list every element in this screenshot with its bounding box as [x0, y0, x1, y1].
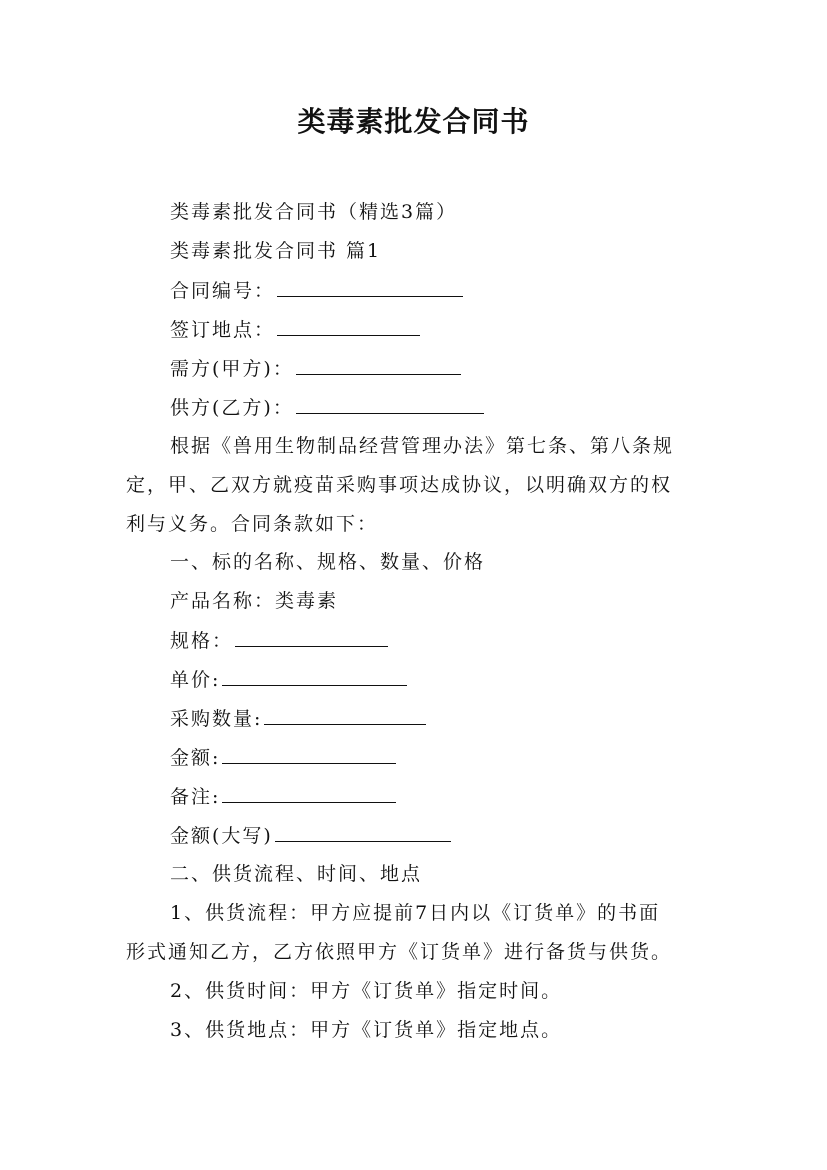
- quantity-blank: [264, 706, 426, 725]
- amount-upper-field: [170, 823, 451, 848]
- supplier-field: [170, 395, 484, 420]
- section2-item1-line2: 形式通知乙方，乙方依照甲方《订货单》进行备货与供货。: [126, 941, 673, 963]
- quantity-field: [170, 706, 426, 731]
- section2-item2: 2、供货时间：甲方《订货单》指定时间。: [170, 980, 563, 1002]
- amount-upper-label: 金额(大写): [170, 825, 273, 847]
- amount-blank: [222, 745, 396, 764]
- amount-field: [170, 745, 396, 770]
- buyer-label: 需方(甲方)：: [170, 358, 294, 380]
- intro-line-2: 定，甲、乙双方就疫苗采购事项达成协议，以明确双方的权: [126, 474, 673, 496]
- document-heading: 类毒素批发合同书（精选3篇）: [170, 201, 458, 223]
- supplier-blank: [296, 395, 484, 414]
- sign-place-field: [170, 317, 420, 342]
- sign-place-label: 签订地点：: [170, 319, 276, 341]
- quantity-label: 采购数量:: [170, 708, 263, 730]
- remark-blank: [222, 784, 396, 803]
- sign-place-blank: [277, 317, 420, 336]
- buyer-field: [170, 356, 461, 381]
- unit-price-label: 单价:: [170, 669, 221, 691]
- unit-price-field: [170, 667, 407, 692]
- amount-label: 金额:: [170, 747, 221, 769]
- document-title: 类毒素批发合同书: [297, 105, 530, 138]
- supplier-label: 供方(乙方)：: [170, 397, 294, 419]
- contract-number-blank: [277, 278, 463, 297]
- product-name-line: 产品名称：类毒素: [170, 590, 339, 612]
- unit-price-blank: [222, 667, 407, 686]
- buyer-blank: [296, 356, 461, 375]
- intro-line-1: 根据《兽用生物制品经营管理办法》第七条、第八条规: [170, 435, 675, 457]
- amount-upper-blank: [275, 823, 451, 842]
- section2-item1-line1: 1、供货流程：甲方应提前7日内以《订货单》的书面: [170, 902, 661, 924]
- contract-number-field: [170, 278, 463, 303]
- section2-title: 二、供货流程、时间、地点: [170, 863, 423, 885]
- spec-field: [170, 628, 388, 653]
- remark-label: 备注:: [170, 786, 221, 808]
- section1-title: 一、标的名称、规格、数量、价格: [170, 551, 486, 573]
- spec-blank: [235, 628, 388, 647]
- contract-number-label: 合同编号：: [170, 280, 276, 302]
- section2-item3: 3、供货地点：甲方《订货单》指定地点。: [170, 1019, 563, 1041]
- remark-field: [170, 784, 396, 809]
- part-title: 类毒素批发合同书 篇1: [170, 240, 382, 262]
- spec-label: 规格：: [170, 630, 234, 652]
- intro-line-3: 利与义务。合同条款如下：: [126, 513, 379, 535]
